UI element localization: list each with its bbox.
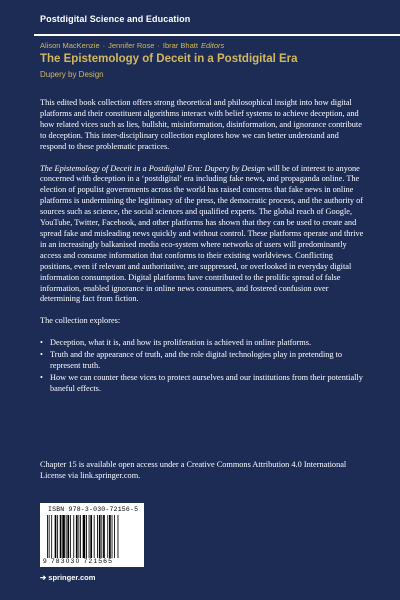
blurb bbox=[40, 98, 366, 396]
editor-separator: · bbox=[102, 41, 106, 50]
blurb-paragraph: The collection explores: bbox=[40, 316, 121, 326]
blurb-book-title: The Epistemology of Deceit in a Postdigital Era: Dupery by Design bbox=[40, 163, 265, 173]
editors-line bbox=[40, 41, 224, 50]
arrow-icon: ➔ bbox=[40, 573, 47, 582]
publisher-link[interactable] bbox=[40, 573, 95, 582]
list-item: • How we can counter these vices to protect ourselves and our institutions from their potentially baneful effects. bbox=[40, 373, 366, 395]
publisher-link-text: springer.com bbox=[48, 573, 96, 582]
editor-name: Alison MacKenzie bbox=[40, 41, 100, 50]
barcode-bars bbox=[45, 515, 141, 558]
editor-name: Ibrar Bhatt bbox=[162, 41, 198, 50]
editor-name: Jennifer Rose bbox=[108, 41, 155, 50]
list-item: • Deception, what it is, and how its proliferation is achieved in online platforms. bbox=[40, 338, 366, 349]
barcode bbox=[40, 503, 144, 567]
blurb-paragraph bbox=[40, 164, 366, 306]
book-subtitle: Dupery by Design bbox=[40, 70, 104, 79]
editors-role: Editors bbox=[200, 41, 225, 50]
header-rule bbox=[34, 34, 400, 36]
list-item: • Truth and the appearance of truth, and the role digital technologies play in pretending to represent truth. bbox=[40, 350, 366, 372]
open-access-note: Chapter 15 is available open access under a Creative Commons Attribution 4.0 International License via link.springer.com. bbox=[40, 460, 347, 480]
explores-list bbox=[40, 338, 366, 395]
series-name: Postdigital Science and Education bbox=[40, 14, 191, 24]
blurb-paragraph-text: will be of interest to anyone concerned with deception in a ‘postdigital’ era including fake news, and propaganda online. The election of populist governments across the world has raised concerns that fake news in online platforms is undermining the legitimacy of the press, the democratic process, and the authority of sources such as science, the social sciences and qualified experts. The global reach of Google, YouTube, Twitter, Facebook, and other platforms has shown that they can be used to create and spread fake and misleading news quickly and without control. These platforms operate and thrive in an increasingly balkanised media eco-system where networks of users will predominantly access and consume information that conforms to their existing worldviews. Conflicting positions, even if relevant and authoritative, are suppressed, or overlooked in everyday digital information consumption. Digital platforms have contributed to the prolific spread of false information, enabled ignorance in online news consumers, and fostered confusion over determining fact from fiction. bbox=[40, 163, 364, 304]
book-title: The Epistemology of Deceit in a Postdigital Era bbox=[40, 53, 298, 65]
blurb-paragraph: This edited book collection offers strong theoretical and philosophical insight into how digital platforms and their constituent algorithms interact with belief systems to achieve deception, and how related vices such as lies, bullshit, misinformation, disinformation, and ignorance contribute to deception. This inter-disciplinary collection explores how we can better understand and respond to these problematic practices. bbox=[40, 98, 362, 151]
barcode-digits: 9 783030 721565 bbox=[43, 558, 114, 565]
isbn-label: ISBN 978-3-030-72156-5 bbox=[48, 506, 139, 513]
editor-separator: · bbox=[157, 41, 160, 50]
